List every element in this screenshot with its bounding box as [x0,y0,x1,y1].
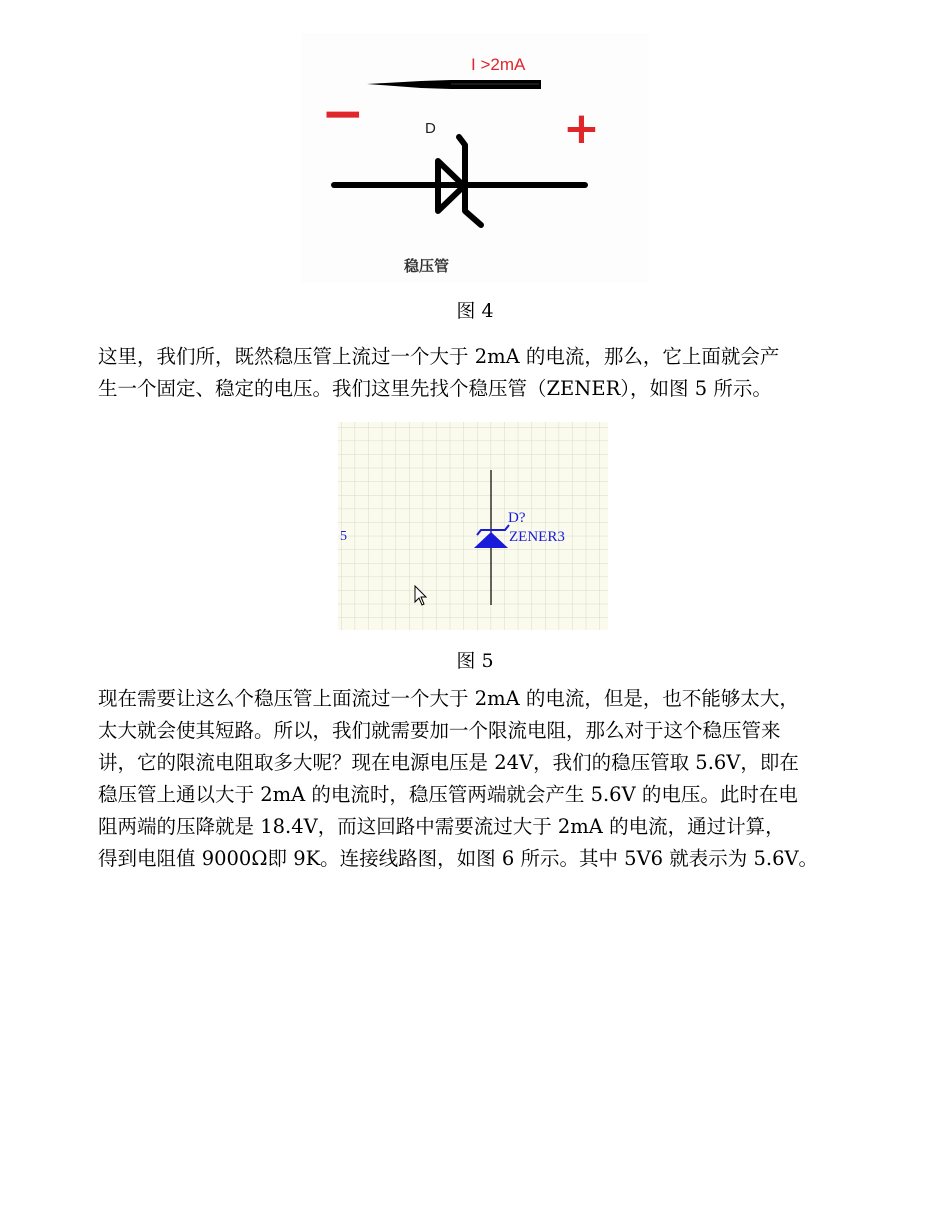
paragraph-line: 稳压管上通以大于 2mA 的电流时，稳压管两端就会产生 5.6V 的电压。此时在电 [98,783,798,806]
paragraph-line: 太大就会使其短路。所以，我们就需要加一个限流电阻，那么对于这个稳压管来 [98,719,781,742]
paragraph-line: 阻两端的压降就是 18.4V，而这回路中需要流过大于 2mA 的电流，通过计算， [98,815,785,838]
current-label: I >2mA [471,55,526,74]
paragraph-line: 讲，它的限流电阻取多大呢？现在电源电压是 24V，我们的稳压管取 5.6V，即在 [98,751,799,774]
figure-4-caption: 图 4 [456,300,494,322]
paragraph-line: 这里，我们所，既然稳压管上流过一个大于 2mA 的电流，那么，它上面就会产 [98,345,780,368]
diode-label: D [425,120,436,137]
plus-sign: + [563,103,600,154]
paragraph-line: 生一个固定、稳定的电压。我们这里先找个稳压管（ZENER），如图 5 所示。 [98,377,772,400]
schematic-grid [338,422,608,630]
paragraph-2 [98,683,858,875]
part-name: ZENER3 [509,529,565,545]
part-designator: D? [508,510,526,526]
minus-sign: − [321,84,365,144]
figure-4-image [301,33,649,283]
paragraph-line: 得到电阻值 9000Ω即 9K。连接线路图，如图 6 所示。其中 5V6 就表示为 5.6V。 [98,847,819,870]
figure-5-image [338,422,608,630]
paragraph-1 [98,341,858,405]
figure-5-caption: 图 5 [456,650,494,672]
paragraph-line: 现在需要让这么个稳压管上面流过一个大于 2mA 的电流，但是，也不能够太大， [98,687,799,710]
component-name: 稳压管 [404,257,450,275]
left-fragment: 5 [340,529,347,544]
